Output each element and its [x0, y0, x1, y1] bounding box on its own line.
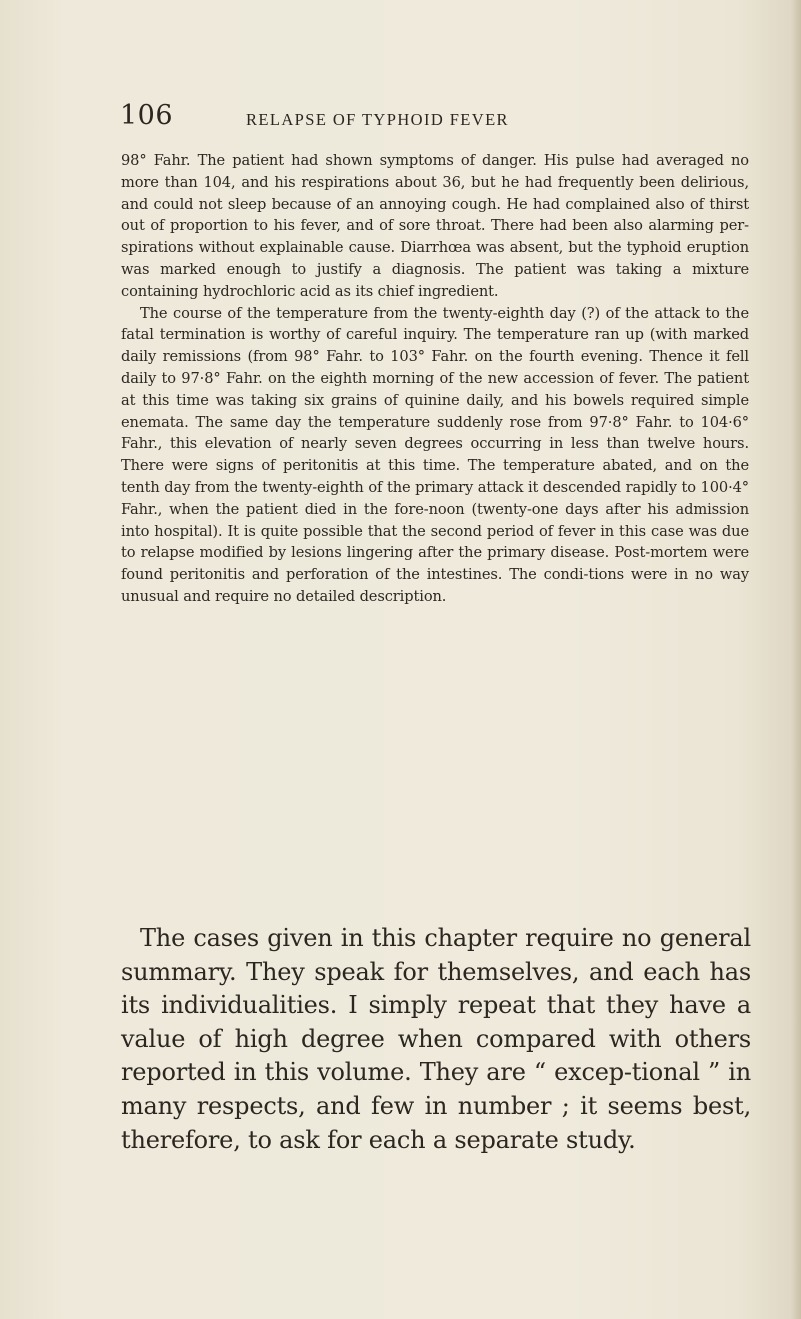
case-report-text	[121, 150, 749, 608]
page-edge-shadow	[791, 0, 801, 1319]
page-number: 106	[120, 100, 174, 131]
paragraph-chapter-summary: The cases given in this chapter require no general summary. They speak for themselves, and each has its individualities. I simply repeat that they have a value of high degree when compared with others reported in this volume. They are “ excep-tional ” in many respects, and few in number ; it seems best, therefore, to ask for each a separate study.	[121, 924, 751, 1154]
paragraph-temperature-course: The course of the temperature from the twenty-eighth day (?) of the attack to the fatal termination is worthy of careful inquiry. The temperature ran up (with marked daily remissions (from 98° Fahr. to 103° Fahr. on the fourth evening. Thence it fell daily to 97·8° Fahr. on the eighth morning of the new accession of fever. The patient at this time was taking six grains of quinine daily, and his bowels required simple enemata. The same day the temperature suddenly rose from 97·8° Fahr. to 104·6° Fahr., this elevation of nearly seven degrees occurring in less than twelve hours. There were signs of peritonitis at this time. The temperature abated, and on the tenth day from the twenty-eighth of the primary attack it descended rapidly to 100·4° Fahr., when the patient died in the fore-noon (twenty-one days after his admission into hospital). It is quite possible that the second period of fever in this case was due to relapse modified by lesions lingering after the primary disease. Post-mortem were found peritonitis and perforation of the intestines. The condi-tions were in no way unusual and require no detailed description.	[121, 304, 749, 605]
paragraph-case-symptoms: 98° Fahr. The patient had shown symptoms of danger. His pulse had averaged no more than 104, and his respirations about 36, but he had frequently been delirious, and could not sleep because of an annoying cough. He had complained also of thirst out of proportion to his fever, and of sore throat. There had been also alarming per-spirations without explainable cause. Diarrhœa was absent, but the typhoid eruption was marked enough to justify a diagnosis. The patient was taking a mixture containing hydrochloric acid as its chief ingredient.	[121, 152, 749, 300]
page-header	[120, 100, 750, 140]
running-title: RELAPSE OF TYPHOID FEVER	[246, 110, 509, 129]
